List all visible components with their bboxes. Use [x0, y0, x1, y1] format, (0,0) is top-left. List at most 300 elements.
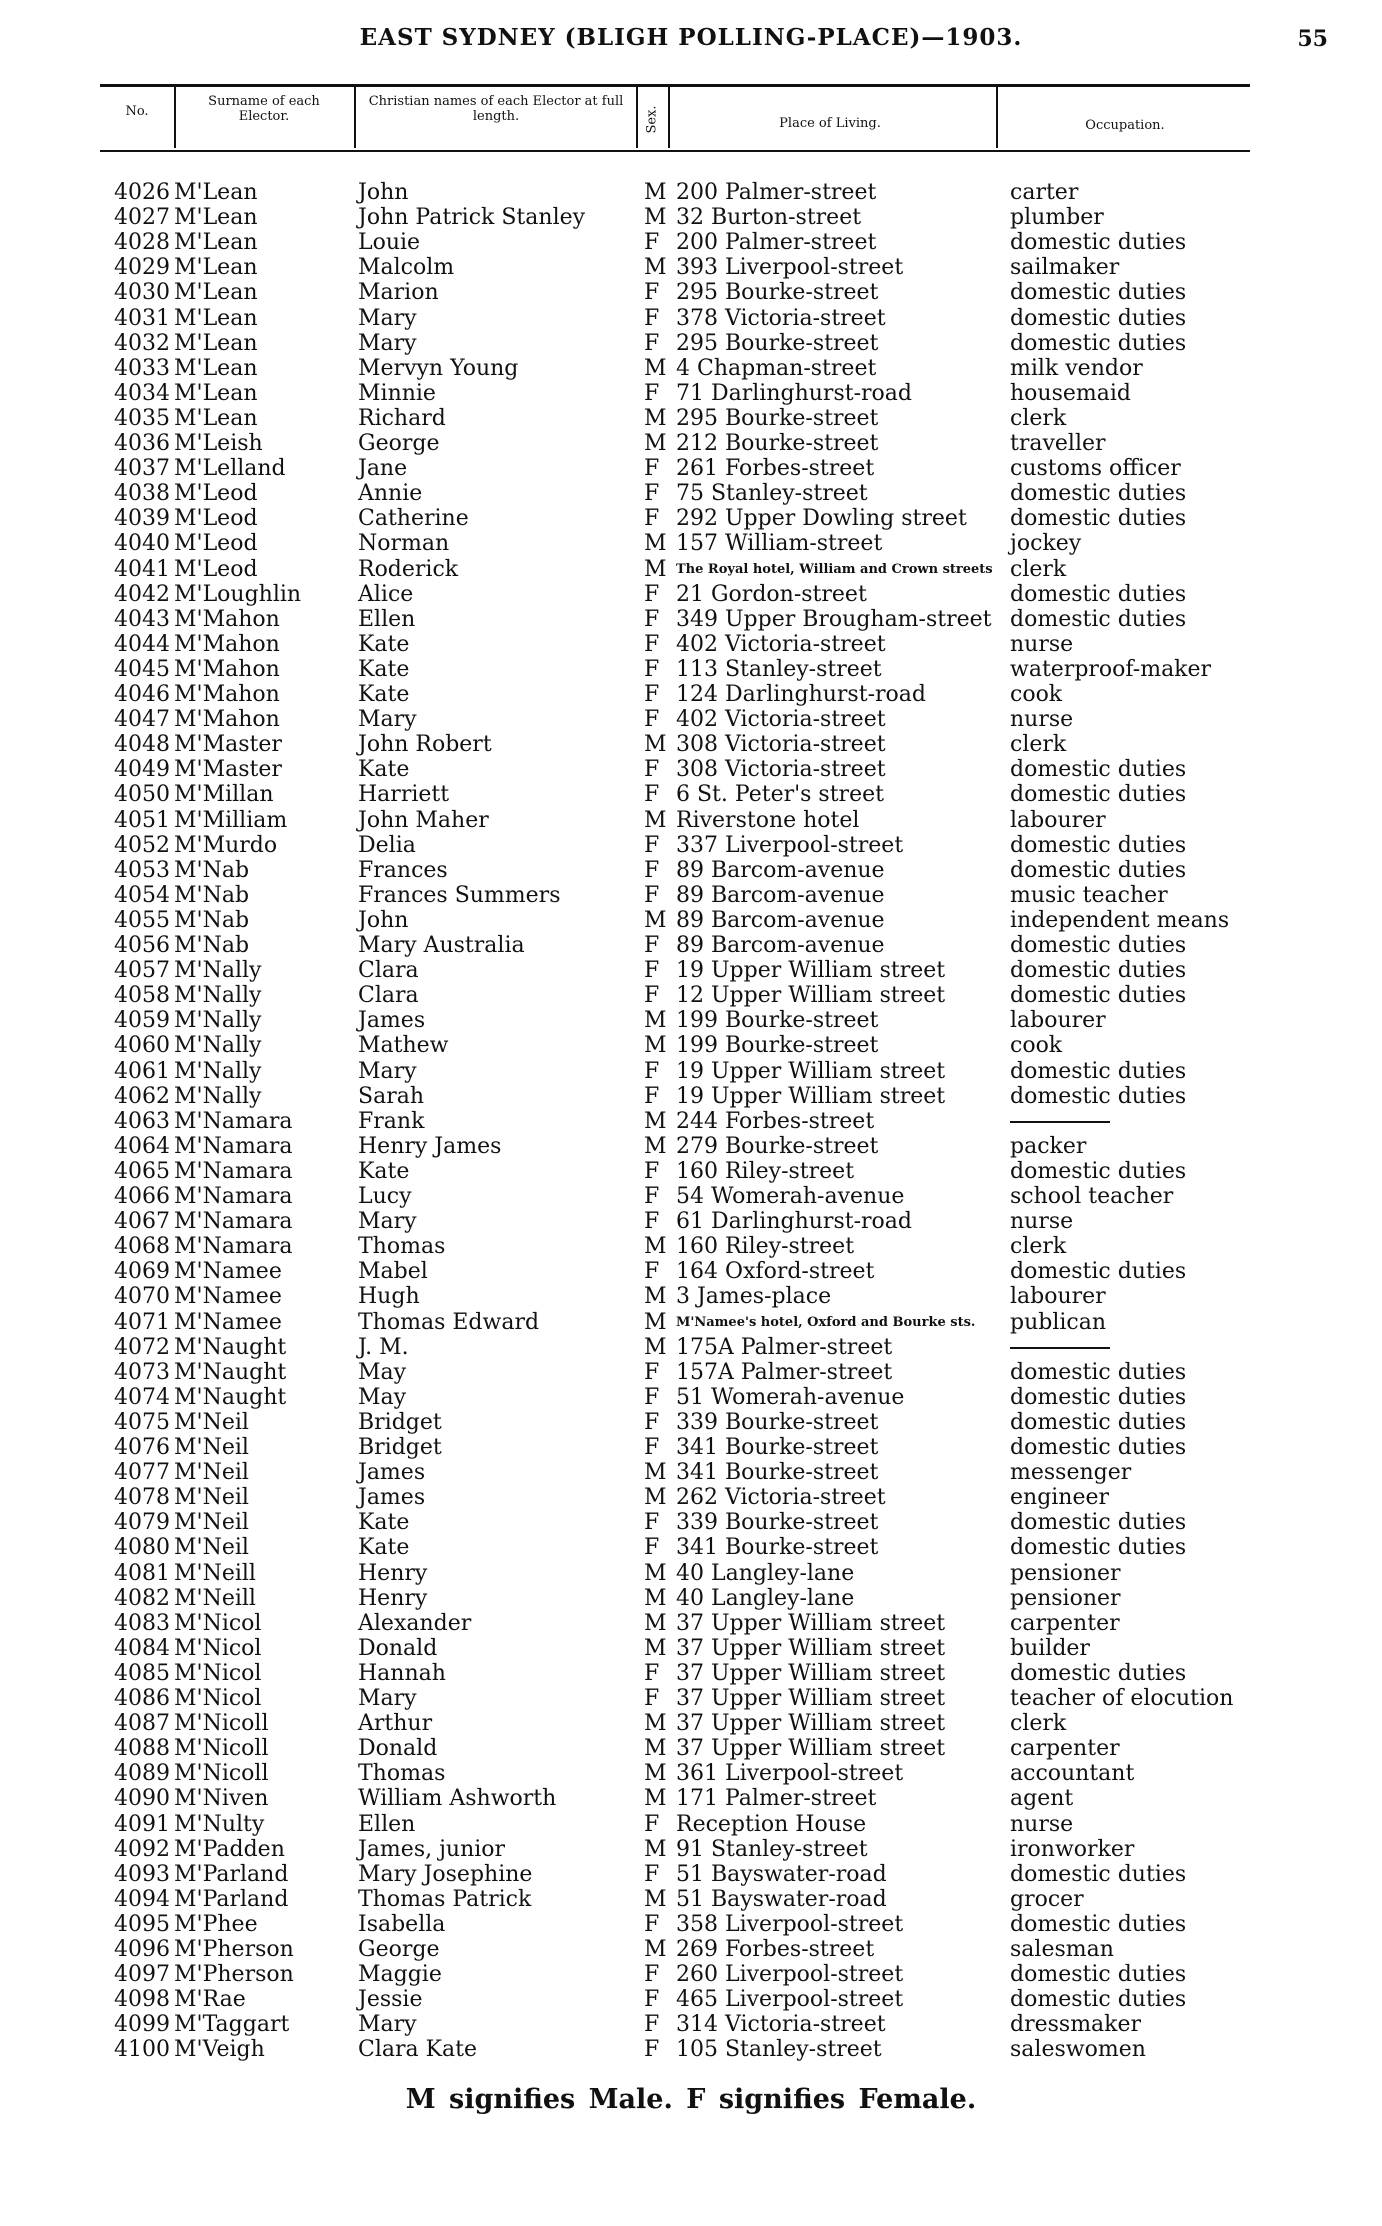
elector-sex: M: [644, 255, 667, 281]
elector-place-of-living: 260 Liverpool-street: [676, 1962, 904, 1988]
elector-place-of-living: 89 Barcom-avenue: [676, 857, 885, 883]
elector-place-of-living: 61 Darlinghurst-road: [676, 1209, 912, 1235]
elector-surname: M'Mahon: [174, 606, 280, 632]
elector-occupation: domestic duties: [1010, 1259, 1187, 1285]
elector-occupation: pensioner: [1010, 1585, 1121, 1611]
table-row: [0, 1084, 1382, 1109]
elector-place-of-living: 349 Upper Brougham-street: [676, 606, 992, 632]
elector-christian-names: Kate: [358, 1535, 410, 1561]
table-row: [0, 808, 1382, 833]
elector-surname: M'Lean: [174, 255, 258, 281]
elector-sex: M: [644, 1234, 667, 1260]
elector-place-of-living: The Royal hotel, William and Crown streets: [676, 561, 993, 577]
elector-surname: M'Master: [174, 732, 282, 758]
table-row: [0, 356, 1382, 381]
elector-christian-names: Frances Summers: [358, 882, 561, 908]
elector-occupation: domestic duties: [1010, 1359, 1187, 1385]
table-row: [0, 1159, 1382, 1184]
elector-christian-names: Mary: [358, 305, 417, 331]
elector-sex: F: [644, 506, 660, 532]
elector-occupation: domestic duties: [1010, 1409, 1187, 1435]
table-row: [0, 1008, 1382, 1033]
elector-surname: M'Mahon: [174, 631, 280, 657]
elector-surname: M'Naught: [174, 1334, 287, 1360]
elector-sex: M: [644, 1937, 667, 1962]
table-row: [0, 1862, 1382, 1887]
elector-occupation: clerk: [1010, 1711, 1067, 1737]
column-divider: [668, 86, 670, 148]
elector-sex: F: [644, 280, 660, 306]
column-divider: [354, 86, 356, 148]
elector-occupation: domestic duties: [1010, 481, 1187, 507]
elector-christian-names: Thomas Patrick: [358, 1886, 532, 1912]
elector-number: 4088: [114, 1736, 170, 1762]
elector-number: 4049: [114, 757, 170, 783]
elector-place-of-living: 295 Bourke-street: [676, 330, 879, 356]
elector-sex: F: [644, 1435, 660, 1460]
elector-occupation: domestic duties: [1010, 1435, 1187, 1460]
table-row: [0, 1510, 1382, 1535]
elector-christian-names: William Ashworth: [358, 1786, 557, 1812]
column-header-christian-names: Christian names of each Elector at full length.: [368, 94, 624, 124]
elector-sex: F: [644, 1259, 660, 1285]
elector-occupation: salesman: [1010, 1937, 1114, 1962]
elector-sex: F: [644, 832, 660, 858]
elector-surname: M'Nab: [174, 857, 250, 883]
table-row: [0, 280, 1382, 305]
elector-place-of-living: 465 Liverpool-street: [676, 1987, 904, 2013]
elector-occupation: domestic duties: [1010, 832, 1187, 858]
elector-number: 4037: [114, 456, 170, 482]
table-row: [0, 1686, 1382, 1711]
elector-sex: F: [644, 1184, 660, 1209]
elector-sex: F: [644, 682, 660, 707]
elector-occupation: dressmaker: [1010, 2012, 1142, 2038]
elector-occupation: domestic duties: [1010, 757, 1187, 783]
elector-occupation: domestic duties: [1010, 933, 1187, 958]
elector-christian-names: Henry: [358, 1585, 428, 1611]
elector-number: 4059: [114, 1008, 170, 1034]
table-row: [0, 707, 1382, 732]
elector-sex: M: [644, 405, 667, 431]
table-row: [0, 983, 1382, 1008]
elector-number: 4043: [114, 606, 170, 632]
elector-sex: F: [644, 230, 660, 256]
elector-sex: M: [644, 1008, 667, 1034]
elector-christian-names: Clara: [358, 958, 419, 984]
elector-christian-names: Mary: [358, 1686, 417, 1711]
elector-place-of-living: 12 Upper William street: [676, 983, 946, 1009]
elector-christian-names: Harriett: [358, 782, 450, 808]
elector-number: 4033: [114, 355, 170, 381]
elector-place-of-living: 175A Palmer-street: [676, 1334, 893, 1360]
elector-surname: M'Leod: [174, 556, 258, 582]
elector-surname: M'Namee: [174, 1259, 282, 1285]
table-row: [0, 1937, 1382, 1962]
elector-number: 4048: [114, 732, 170, 758]
table-row: [0, 1736, 1382, 1761]
elector-sex: M: [644, 1635, 667, 1661]
elector-number: 4060: [114, 1033, 170, 1059]
elector-sex: F: [644, 1158, 660, 1184]
table-row: [0, 782, 1382, 807]
table-row: [0, 481, 1382, 506]
elector-surname: M'Parland: [174, 1861, 289, 1887]
elector-place-of-living: 341 Bourke-street: [676, 1535, 879, 1561]
table-row: [0, 1912, 1382, 1937]
table-row: [0, 1611, 1382, 1636]
elector-surname: M'Namara: [174, 1158, 293, 1184]
elector-sex: M: [644, 1786, 667, 1812]
elector-sex: F: [644, 656, 660, 682]
elector-number: 4090: [114, 1786, 170, 1812]
elector-sex: F: [644, 1409, 660, 1435]
elector-christian-names: James: [358, 1460, 426, 1486]
elector-sex: F: [644, 1911, 660, 1937]
elector-sex: F: [644, 581, 660, 607]
elector-place-of-living: 337 Liverpool-street: [676, 832, 904, 858]
elector-number: 4052: [114, 832, 170, 858]
elector-place-of-living: 164 Oxford-street: [676, 1259, 875, 1285]
elector-surname: M'Nab: [174, 933, 250, 958]
elector-number: 4031: [114, 305, 170, 331]
table-row: [0, 1059, 1382, 1084]
elector-place-of-living: 358 Liverpool-street: [676, 1911, 904, 1937]
elector-number: 4051: [114, 807, 170, 833]
elector-occupation: domestic duties: [1010, 1510, 1187, 1536]
table-row: [0, 1209, 1382, 1234]
elector-place-of-living: 269 Forbes-street: [676, 1937, 875, 1962]
elector-occupation: domestic duties: [1010, 330, 1187, 356]
elector-christian-names: Annie: [358, 481, 423, 507]
elector-place-of-living: 89 Barcom-avenue: [676, 907, 885, 933]
elector-sex: F: [644, 2012, 660, 2038]
elector-surname: M'Neil: [174, 1485, 249, 1511]
elector-christian-names: Maggie: [358, 1962, 442, 1988]
elector-occupation: saleswomen: [1010, 2037, 1146, 2063]
elector-christian-names: Henry: [358, 1560, 428, 1586]
elector-christian-names: Richard: [358, 405, 446, 431]
elector-surname: M'Leod: [174, 506, 258, 532]
elector-surname: M'Namara: [174, 1209, 293, 1235]
elector-number: 4086: [114, 1686, 170, 1711]
elector-place-of-living: 393 Liverpool-street: [676, 255, 904, 281]
elector-christian-names: Mabel: [358, 1259, 428, 1285]
elector-occupation: pensioner: [1010, 1560, 1121, 1586]
elector-surname: M'Nicol: [174, 1660, 262, 1686]
elector-christian-names: Bridget: [358, 1409, 442, 1435]
elector-number: 4068: [114, 1234, 170, 1260]
blank-occupation-rule: [1010, 1347, 1110, 1349]
elector-place-of-living: 339 Bourke-street: [676, 1409, 879, 1435]
elector-surname: M'Lean: [174, 205, 258, 231]
elector-occupation: traveller: [1010, 431, 1106, 456]
elector-occupation: domestic duties: [1010, 1861, 1187, 1887]
elector-number: 4026: [114, 180, 170, 205]
page-number: 55: [1297, 26, 1328, 52]
elector-surname: M'Master: [174, 757, 282, 783]
elector-christian-names: Jane: [358, 456, 408, 482]
elector-christian-names: Hugh: [358, 1284, 420, 1310]
elector-occupation: domestic duties: [1010, 305, 1187, 331]
elector-occupation: domestic duties: [1010, 1987, 1187, 2013]
elector-christian-names: Mary: [358, 2012, 417, 2038]
elector-place-of-living: 295 Bourke-street: [676, 280, 879, 306]
table-row: [0, 1335, 1382, 1360]
elector-christian-names: Alexander: [358, 1610, 472, 1636]
elector-sex: F: [644, 606, 660, 632]
elector-place-of-living: 200 Palmer-street: [676, 230, 877, 256]
elector-occupation: customs officer: [1010, 456, 1181, 482]
elector-occupation: cook: [1010, 682, 1063, 707]
elector-number: 4085: [114, 1660, 170, 1686]
elector-surname: M'Lean: [174, 305, 258, 331]
elector-place-of-living: 279 Bourke-street: [676, 1133, 879, 1159]
elector-occupation: nurse: [1010, 1811, 1074, 1837]
elector-surname: M'Nally: [174, 958, 262, 984]
elector-christian-names: George: [358, 431, 440, 456]
elector-place-of-living: 308 Victoria-street: [676, 757, 886, 783]
elector-number: 4039: [114, 506, 170, 532]
elector-sex: F: [644, 958, 660, 984]
table-row: [0, 306, 1382, 331]
elector-number: 4089: [114, 1761, 170, 1787]
table-row: [0, 1987, 1382, 2012]
elector-sex: M: [644, 1284, 667, 1310]
elector-number: 4078: [114, 1485, 170, 1511]
elector-place-of-living: 37 Upper William street: [676, 1736, 946, 1762]
elector-sex: M: [644, 1585, 667, 1611]
elector-sex: F: [644, 456, 660, 482]
elector-place-of-living: 51 Womerah-avenue: [676, 1384, 905, 1410]
table-row: [0, 1234, 1382, 1259]
elector-number: 4047: [114, 707, 170, 733]
table-row: [0, 1561, 1382, 1586]
elector-sex: M: [644, 1033, 667, 1059]
table-row: [0, 230, 1382, 255]
table-row: [0, 1711, 1382, 1736]
elector-surname: M'Padden: [174, 1836, 285, 1862]
elector-occupation: agent: [1010, 1786, 1074, 1812]
elector-place-of-living: 71 Darlinghurst-road: [676, 380, 912, 406]
elector-place-of-living: 199 Bourke-street: [676, 1008, 879, 1034]
elector-place-of-living: 295 Bourke-street: [676, 405, 879, 431]
elector-surname: M'Nab: [174, 907, 250, 933]
elector-number: 4029: [114, 255, 170, 281]
elector-number: 4030: [114, 280, 170, 306]
table-row: [0, 682, 1382, 707]
elector-number: 4099: [114, 2012, 170, 2038]
elector-christian-names: Marion: [358, 280, 439, 306]
elector-occupation: grocer: [1010, 1886, 1084, 1912]
elector-sex: F: [644, 983, 660, 1009]
elector-surname: M'Neil: [174, 1510, 249, 1536]
elector-place-of-living: 341 Bourke-street: [676, 1435, 879, 1460]
elector-number: 4055: [114, 907, 170, 933]
elector-sex: F: [644, 1861, 660, 1887]
elector-number: 4080: [114, 1535, 170, 1561]
elector-number: 4100: [114, 2037, 170, 2063]
elector-number: 4076: [114, 1435, 170, 1460]
elector-surname: M'Leod: [174, 531, 258, 557]
elector-place-of-living: 124 Darlinghurst-road: [676, 682, 926, 707]
elector-sex: F: [644, 933, 660, 958]
elector-place-of-living: 4 Chapman-street: [676, 355, 877, 381]
elector-christian-names: Kate: [358, 631, 410, 657]
table-row: [0, 1887, 1382, 1912]
elector-sex: M: [644, 531, 667, 557]
elector-occupation: domestic duties: [1010, 1911, 1187, 1937]
elector-sex: M: [644, 1761, 667, 1787]
elector-surname: M'Neil: [174, 1435, 249, 1460]
elector-number: 4092: [114, 1836, 170, 1862]
elector-place-of-living: 54 Womerah-avenue: [676, 1184, 905, 1209]
elector-sex: F: [644, 380, 660, 406]
elector-occupation: domestic duties: [1010, 983, 1187, 1009]
elector-place-of-living: 113 Stanley-street: [676, 656, 882, 682]
elector-christian-names: Frank: [358, 1108, 425, 1134]
elector-sex: M: [644, 1560, 667, 1586]
elector-number: 4067: [114, 1209, 170, 1235]
elector-sex: F: [644, 1083, 660, 1109]
elector-occupation: school teacher: [1010, 1184, 1174, 1209]
table-row: [0, 1586, 1382, 1611]
elector-number: 4095: [114, 1911, 170, 1937]
table-row: [0, 456, 1382, 481]
elector-surname: M'Namara: [174, 1234, 293, 1260]
elector-christian-names: George: [358, 1937, 440, 1962]
elector-sex: F: [644, 1209, 660, 1235]
elector-christian-names: Mervyn Young: [358, 355, 519, 381]
elector-sex: M: [644, 1836, 667, 1862]
table-row: [0, 531, 1382, 556]
elector-occupation: domestic duties: [1010, 857, 1187, 883]
table-row: [0, 732, 1382, 757]
table-row: [0, 381, 1382, 406]
elector-occupation: builder: [1010, 1635, 1090, 1661]
elector-place-of-living: 339 Bourke-street: [676, 1510, 879, 1536]
elector-christian-names: Donald: [358, 1736, 438, 1762]
elector-number: 4040: [114, 531, 170, 557]
elector-surname: M'Veigh: [174, 2037, 265, 2063]
elector-surname: M'Lean: [174, 355, 258, 381]
elector-place-of-living: 51 Bayswater-road: [676, 1886, 887, 1912]
table-row: [0, 557, 1382, 582]
elector-surname: M'Nally: [174, 1083, 262, 1109]
elector-sex: F: [644, 631, 660, 657]
elector-christian-names: Norman: [358, 531, 450, 557]
elector-surname: M'Neil: [174, 1535, 249, 1561]
header-bottom-rule: [100, 150, 1250, 152]
table-row: [0, 255, 1382, 280]
elector-surname: M'Lean: [174, 405, 258, 431]
elector-sex: F: [644, 1686, 660, 1711]
elector-surname: M'Mahon: [174, 707, 280, 733]
elector-christian-names: James: [358, 1485, 426, 1511]
elector-sex: F: [644, 2037, 660, 2063]
elector-sex: M: [644, 807, 667, 833]
elector-christian-names: Kate: [358, 1158, 410, 1184]
table-row: [0, 833, 1382, 858]
elector-place-of-living: 91 Stanley-street: [676, 1836, 868, 1862]
elector-place-of-living: 19 Upper William street: [676, 958, 946, 984]
elector-sex: F: [644, 1660, 660, 1686]
elector-sex: F: [644, 1510, 660, 1536]
elector-surname: M'Nab: [174, 882, 250, 908]
elector-number: 4094: [114, 1886, 170, 1912]
elector-sex: M: [644, 180, 667, 205]
elector-surname: M'Loughlin: [174, 581, 302, 607]
elector-occupation: nurse: [1010, 631, 1074, 657]
elector-occupation: domestic duties: [1010, 1384, 1187, 1410]
elector-christian-names: Kate: [358, 757, 410, 783]
elector-number: 4077: [114, 1460, 170, 1486]
elector-number: 4062: [114, 1083, 170, 1109]
elector-surname: M'Namara: [174, 1133, 293, 1159]
table-row: [0, 1761, 1382, 1786]
elector-sex: M: [644, 1460, 667, 1486]
elector-number: 4065: [114, 1158, 170, 1184]
elector-surname: M'Niven: [174, 1786, 269, 1812]
elector-sex: M: [644, 1309, 667, 1335]
column-header-surname: Surname of each Elector.: [208, 94, 320, 124]
elector-christian-names: John: [358, 907, 409, 933]
elector-occupation: publican: [1010, 1309, 1107, 1335]
elector-occupation: domestic duties: [1010, 606, 1187, 632]
elector-occupation: domestic duties: [1010, 280, 1187, 306]
elector-surname: M'Neil: [174, 1409, 249, 1435]
elector-sex: F: [644, 1359, 660, 1385]
elector-number: 4045: [114, 656, 170, 682]
elector-place-of-living: 160 Riley-street: [676, 1158, 855, 1184]
elector-christian-names: Mary: [358, 1209, 417, 1235]
elector-surname: M'Nicol: [174, 1686, 262, 1711]
elector-place-of-living: 262 Victoria-street: [676, 1485, 886, 1511]
elector-place-of-living: 105 Stanley-street: [676, 2037, 882, 2063]
elector-occupation: domestic duties: [1010, 1535, 1187, 1561]
elector-place-of-living: 75 Stanley-street: [676, 481, 868, 507]
elector-surname: M'Naught: [174, 1384, 287, 1410]
elector-number: 4072: [114, 1334, 170, 1360]
sex-legend-footer: M signifies Male. F signifies Female.: [405, 2084, 977, 2115]
elector-christian-names: John Robert: [358, 732, 492, 758]
table-row: [0, 1485, 1382, 1510]
elector-sex: F: [644, 330, 660, 356]
table-row: [0, 933, 1382, 958]
elector-surname: M'Neil: [174, 1460, 249, 1486]
table-row: [0, 1360, 1382, 1385]
elector-surname: M'Nicol: [174, 1610, 262, 1636]
elector-place-of-living: 32 Burton-street: [676, 205, 862, 231]
elector-occupation: music teacher: [1010, 882, 1168, 908]
elector-number: 4079: [114, 1510, 170, 1536]
elector-occupation: teacher of elocution: [1010, 1686, 1234, 1711]
elector-occupation: nurse: [1010, 1209, 1074, 1235]
elector-sex: F: [644, 481, 660, 507]
column-divider: [636, 86, 638, 148]
elector-christian-names: Donald: [358, 1635, 438, 1661]
table-row: [0, 958, 1382, 983]
elector-surname: M'Lean: [174, 280, 258, 306]
elector-surname: M'Millan: [174, 782, 274, 808]
elector-number: 4093: [114, 1861, 170, 1887]
elector-sex: M: [644, 1485, 667, 1511]
table-row: [0, 607, 1382, 632]
elector-number: 4091: [114, 1811, 170, 1837]
elector-sex: F: [644, 1811, 660, 1837]
elector-place-of-living: 244 Forbes-street: [676, 1108, 875, 1134]
elector-place-of-living: 378 Victoria-street: [676, 305, 886, 331]
